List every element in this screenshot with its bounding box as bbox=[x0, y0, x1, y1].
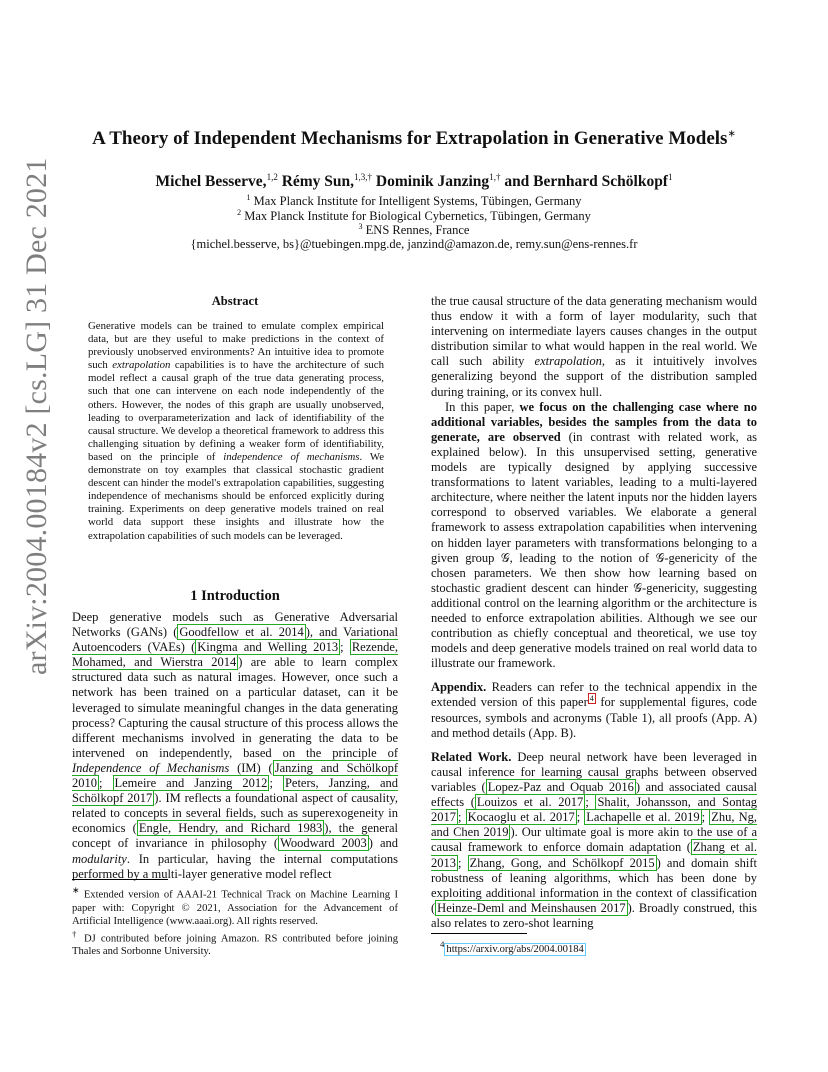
footnote-text: DJ contributed before joining Amazon. RS contributed before joining Thales and Sorbonne University. bbox=[72, 933, 398, 958]
author-affiliation-mark: 1 bbox=[667, 172, 673, 182]
body-paragraph bbox=[431, 294, 757, 400]
abstract-emphasis: independence of mechanisms bbox=[223, 450, 360, 463]
citation-link[interactable]: Peters, Janzing, and Schölkopf 2017 bbox=[72, 776, 399, 806]
citation-link[interactable]: Goodfellow et al. 2014 bbox=[179, 625, 304, 640]
arxiv-identifier: arXiv:2004.00184v2 [cs.LG] 31 Dec 2021 bbox=[20, 157, 53, 675]
body-text: ) and bbox=[368, 836, 398, 851]
body-text: ). IM reflects a foundational aspect of causality, related to concepts in several fields, such as superexogeneity in economics ( bbox=[72, 791, 398, 836]
citation-link[interactable]: Kingma and Welling 2013 bbox=[197, 640, 339, 655]
paragraph-heading: Appendix. bbox=[431, 680, 487, 695]
body-text: ) and domain shift robustness of leaning algorithms, which has been done by exploiting additional information in the context of classification ( bbox=[431, 855, 757, 915]
footnote-mark: ∗ bbox=[72, 885, 80, 895]
body-text: ; bbox=[99, 776, 113, 791]
arxiv-url-link[interactable]: https://arxiv.org/abs/2004.00184 bbox=[446, 943, 584, 955]
introduction-paragraph bbox=[72, 610, 398, 882]
author-list bbox=[40, 172, 788, 191]
body-text: ; bbox=[701, 810, 710, 825]
body-text: ) and associated causal effects ( bbox=[431, 780, 758, 810]
section-heading-introduction: 1 Introduction bbox=[190, 588, 280, 604]
affiliation-mark: 2 bbox=[237, 208, 242, 217]
affiliation-text: Max Planck Institute for Intelligent Systems, Tübingen, Germany bbox=[253, 194, 582, 209]
citation-link[interactable]: Woodward 2003 bbox=[280, 836, 367, 851]
abstract-text: capabilities is to have the architecture of such model reflect a causal graph of the true data generating process, such that one can intervene on each node independently of the others. However, the nodes of this graph are usually unobserved, leading to overparameterization and lack of identifiability of the causal structure. We develop a theoretical framework to address this challenging situation by defining a weaker form of identifiability, based on the principle of bbox=[88, 359, 384, 463]
body-emphasis: extrapolation bbox=[534, 354, 602, 369]
affiliation-text: Max Planck Institute for Biological Cybernetics, Tübingen, Germany bbox=[244, 209, 591, 224]
title-footnote-mark: ∗ bbox=[727, 128, 736, 140]
citation-link[interactable]: Kocaoglu et al. 2017 bbox=[467, 810, 575, 825]
citation-link[interactable]: Heinze-Deml and Meinshausen 2017 bbox=[437, 900, 626, 915]
author-name: Michel Besserve, bbox=[155, 173, 267, 191]
author-emails: {michel.besserve, bs}@tuebingen.mpg.de, janzind@amazon.de, remy.sun@ens-rennes.fr bbox=[190, 237, 638, 251]
citation-link[interactable]: Louizos et al. 2017 bbox=[476, 795, 584, 810]
appendix-paragraph bbox=[431, 680, 757, 741]
title-text: A Theory of Independent Mechanisms for Extrapolation in Generative Models bbox=[92, 128, 728, 149]
body-text: Deep generative models such as Generative Adversarial Networks (GANs) ( bbox=[72, 610, 398, 640]
author-affiliation-mark: 1,3,† bbox=[354, 172, 373, 182]
citation-link[interactable]: Lachapelle et al. 2019 bbox=[586, 810, 700, 825]
abstract-body bbox=[88, 320, 384, 543]
body-text: for supplemental figures, code resources, symbols and acronyms (Table 1), all proofs (App. A) and method details (App. B). bbox=[431, 695, 757, 740]
citation-link[interactable]: Shalit, Johansson, and Sontag 2017 bbox=[431, 795, 757, 825]
abstract-heading: Abstract bbox=[211, 294, 259, 308]
body-text: ; bbox=[585, 795, 596, 810]
footnotes-left bbox=[72, 884, 398, 958]
body-emphasis: modularity bbox=[72, 851, 127, 866]
footnote-link[interactable]: 4 bbox=[589, 694, 594, 704]
citation-link[interactable]: Engle, Hendry, and Richard 1983 bbox=[138, 821, 323, 836]
affiliation-text: ENS Rennes, France bbox=[365, 223, 470, 238]
citation-link[interactable]: Zhang et al. 2013 bbox=[431, 840, 757, 870]
body-text: (IM) ( bbox=[229, 760, 273, 775]
citation-link[interactable]: Janzing and Schölkopf 2010 bbox=[72, 760, 398, 791]
body-text: ; bbox=[340, 640, 350, 655]
footnote-divider bbox=[72, 879, 168, 880]
body-text: ; bbox=[269, 776, 283, 791]
body-text: ; bbox=[458, 810, 466, 825]
footnote-right bbox=[440, 938, 760, 956]
affiliation-mark: 1 bbox=[246, 193, 251, 202]
footnote-text: Extended version of AAAI-21 Technical Track on Machine Learning I paper with: Copyright © 2021, Association for the Advancement of Artificial Intelligence (www.aaai.org). All rights reserved. bbox=[72, 889, 398, 927]
citation-link[interactable]: Zhu, Ng, and Chen 2019 bbox=[431, 810, 757, 840]
footnote-mark: † bbox=[72, 928, 79, 939]
body-text: Deep neural network have been leveraged in causal inference for learning causal graphs between observed variables ( bbox=[431, 749, 758, 795]
affiliation-mark: 3 bbox=[358, 222, 363, 231]
paper-title bbox=[40, 128, 788, 150]
body-text: ; bbox=[458, 855, 468, 870]
paragraph-heading: Related Work. bbox=[431, 749, 512, 764]
body-paragraph bbox=[431, 400, 757, 672]
body-text: ). Our ultimate goal is more akin to the use of a causal framework to enforce domain adaptation ( bbox=[431, 825, 757, 855]
body-text: ) are able to learn complex structured data such as natural images. However, once such a network has been trained on a particular dataset, can it be leveraged to simulate meaningful changes in the data generating process? Capturing the causal structure of this process allows the different mechanisms involved in generating the data to be intervened on independently, based on the principle of bbox=[72, 655, 398, 760]
footnote-divider bbox=[431, 933, 527, 934]
footnote-mark: 4 bbox=[440, 939, 445, 949]
citation-link[interactable]: Lopez-Paz and Oquab 2016 bbox=[487, 780, 634, 795]
citation-link[interactable]: Lemeire and Janzing 2012 bbox=[114, 776, 268, 791]
body-text: (in contrast with related work, as explained below). In this unsupervised setting, generative models are typically designed by applying successive transformations to latent variables, leading to a multi-layered architecture, where neither the latent inputs nor the hidden layers correspond to observed variables. We elaborate a general framework to assess extrapolation capabilities when intervening on hidden layer parameters with transformations belonging to a given group 𝒢, leading to the notion of 𝒢-genericity of the chosen parameters. We then show how learning based on stochastic gradient descent can hinder 𝒢-genericity, suggesting additional control on the learning algorithm or the architecture is needed to enforce extrapolation abilities. Although we see our contribution as chiefly conceptual and theoretical, we use toy models and deep generative models trained on real world data to illustrate our framework. bbox=[431, 429, 757, 671]
related-work-paragraph bbox=[431, 750, 757, 931]
body-text: ), and Variational Autoencoders (VAEs) ( bbox=[72, 625, 398, 655]
affiliation bbox=[40, 222, 788, 238]
body-text: ), the general concept of invariance in philosophy ( bbox=[72, 821, 398, 851]
affiliation bbox=[40, 193, 788, 209]
body-text: ). Broadly construed, this also relates to zero-shot learning bbox=[431, 900, 758, 930]
citation-link[interactable]: Zhang, Gong, and Schölkopf 2015 bbox=[469, 855, 655, 870]
author-name: Dominik Janzing bbox=[375, 173, 490, 191]
body-emphasis: Independence of Mechanisms bbox=[72, 760, 230, 775]
body-text: , as it intuitively involves generalizing beyond the support of the distribution sampled during training, or its convex hull. bbox=[431, 354, 757, 399]
body-text: ; bbox=[576, 810, 585, 825]
body-bold: we focus on the challenging case where no additional variables, besides the samples from the data to generate, are observed bbox=[431, 399, 757, 444]
author-affiliation-mark: 1,2 bbox=[266, 172, 278, 182]
body-text: the true causal structure of the data generating mechanism would thus endow it with a form of layer modularity, such that intervening on intermediate layers causes changes in the output distribution similar to what would happen in the real world. We call such ability bbox=[431, 294, 757, 369]
right-column bbox=[431, 294, 757, 931]
abstract-emphasis: extrapolation bbox=[112, 359, 171, 372]
abstract-text: . We demonstrate on toy examples that classical stochastic gradient descent can hinder the model's extrapolation capabilities, suggesting independence of mechanisms should be enforced explicitly during training. Experiments on deep generative models trained on real world data support these insights and illustrate how the extrapolation capabilities of such models can be leveraged. bbox=[88, 450, 384, 542]
body-text: In this paper, bbox=[445, 399, 520, 414]
author-name: and Bernhard Schölkopf bbox=[504, 173, 668, 191]
author-name: Rémy Sun, bbox=[281, 173, 355, 191]
abstract-text: Generative models can be trained to emulate complex empirical data, but are they useful to make predictions in the context of previously unobserved environments? An intuitive idea to promote such bbox=[88, 320, 384, 372]
author-affiliation-mark: 1,† bbox=[489, 172, 501, 182]
citation-link[interactable]: Rezende, Mohamed, and Wierstra 2014 bbox=[72, 640, 398, 670]
body-text: . In particular, having the internal computations performed by a multi-layer generative model reflect bbox=[72, 851, 398, 881]
body-text: Readers can refer to the technical appendix in the extended version of this paper bbox=[431, 680, 757, 710]
